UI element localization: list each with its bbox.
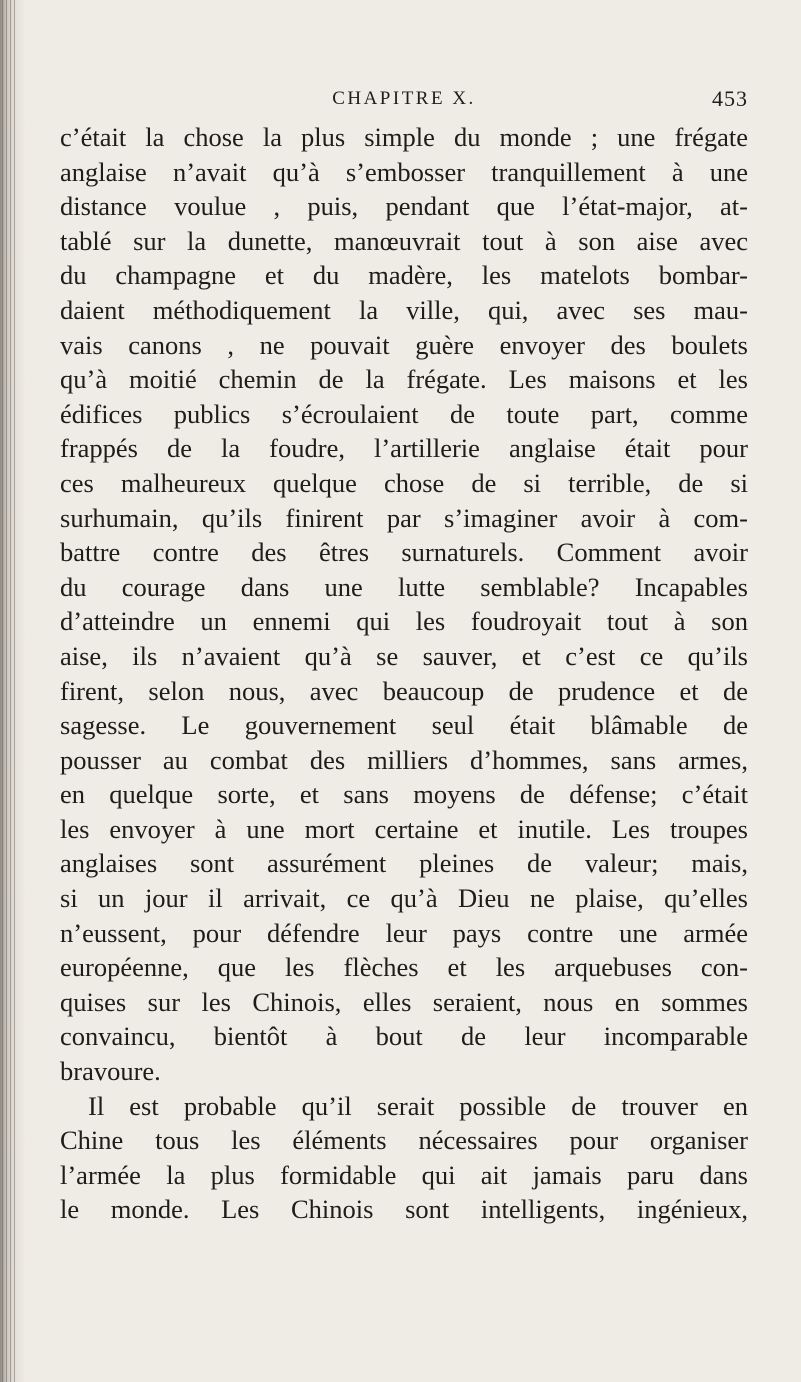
text-line: pousser au combat des milliers d’hommes, sans armes, xyxy=(60,744,748,775)
text-line: n’eussent, pour défendre leur pays contre une armée xyxy=(60,917,748,948)
text-line: anglaises sont assurément pleines de valeur; mais, xyxy=(60,848,748,879)
body-text xyxy=(60,120,748,1227)
text-line: les envoyer à une mort certaine et inutile. Les troupes xyxy=(60,813,748,844)
page-number: 453 xyxy=(712,86,748,111)
text-line: l’armée la plus formidable qui ait jamais paru dans xyxy=(60,1159,748,1190)
text-line: distance voulue , puis, pendant que l’état-major, at- xyxy=(60,191,748,222)
text-line: si un jour il arrivait, ce qu’à Dieu ne plaise, qu’elles xyxy=(60,883,748,914)
text-line: tablé sur la dunette, manœuvrait tout à son aise avec xyxy=(60,225,748,256)
text-line: Chine tous les éléments nécessaires pour organiser xyxy=(60,1125,748,1156)
text-line: ces malheureux quelque chose de si terrible, de si xyxy=(60,467,748,498)
text-line: européenne, que les flèches et les arquebuses con- xyxy=(60,952,748,983)
text-line: quises sur les Chinois, elles seraient, nous en sommes xyxy=(60,986,748,1017)
text-line: daient méthodiquement la ville, qui, avec ses mau- xyxy=(60,294,748,325)
text-line: aise, ils n’avaient qu’à se sauver, et c’est ce qu’ils xyxy=(60,640,748,671)
text-line-paragraph-end: bravoure. xyxy=(60,1056,161,1087)
running-head xyxy=(60,88,748,114)
text-line: frappés de la foudre, l’artillerie anglaise était pour xyxy=(60,433,748,464)
text-line: d’atteindre un ennemi qui les foudroyait tout à son xyxy=(60,606,748,637)
text-line: surhumain, qu’ils finirent par s’imaginer avoir à com- xyxy=(60,502,748,533)
text-line-paragraph-start: Il est probable qu’il serait possible de trouver en xyxy=(88,1090,748,1121)
text-line: anglaise n’avait qu’à s’embosser tranquillement à une xyxy=(60,156,748,187)
text-line: convaincu, bientôt à bout de leur incomparable xyxy=(60,1021,748,1052)
text-line: firent, selon nous, avec beaucoup de prudence et de xyxy=(60,675,748,706)
text-line: vais canons , ne pouvait guère envoyer des boulets xyxy=(60,329,748,360)
text-line: du courage dans une lutte semblable? Incapables xyxy=(60,571,748,602)
text-line: qu’à moitié chemin de la frégate. Les maisons et les xyxy=(60,364,748,395)
text-line: c’était la chose la plus simple du monde ; une frégate xyxy=(60,122,748,152)
text-line: sagesse. Le gouvernement seul était blâmable de xyxy=(60,710,748,741)
page-binding-edges xyxy=(2,0,16,1382)
text-line: édifices publics s’écroulaient de toute part, comme xyxy=(60,398,748,429)
text-line: le monde. Les Chinois sont intelligents, ingénieux, xyxy=(60,1194,748,1225)
text-line: en quelque sorte, et sans moyens de défense; c’était xyxy=(60,779,748,810)
text-line: battre contre des êtres surnaturels. Comment avoir xyxy=(60,537,748,568)
chapter-title: CHAPITRE X. xyxy=(332,88,476,109)
book-page xyxy=(60,0,760,1382)
text-line: du champagne et du madère, les matelots bombar- xyxy=(60,260,748,291)
